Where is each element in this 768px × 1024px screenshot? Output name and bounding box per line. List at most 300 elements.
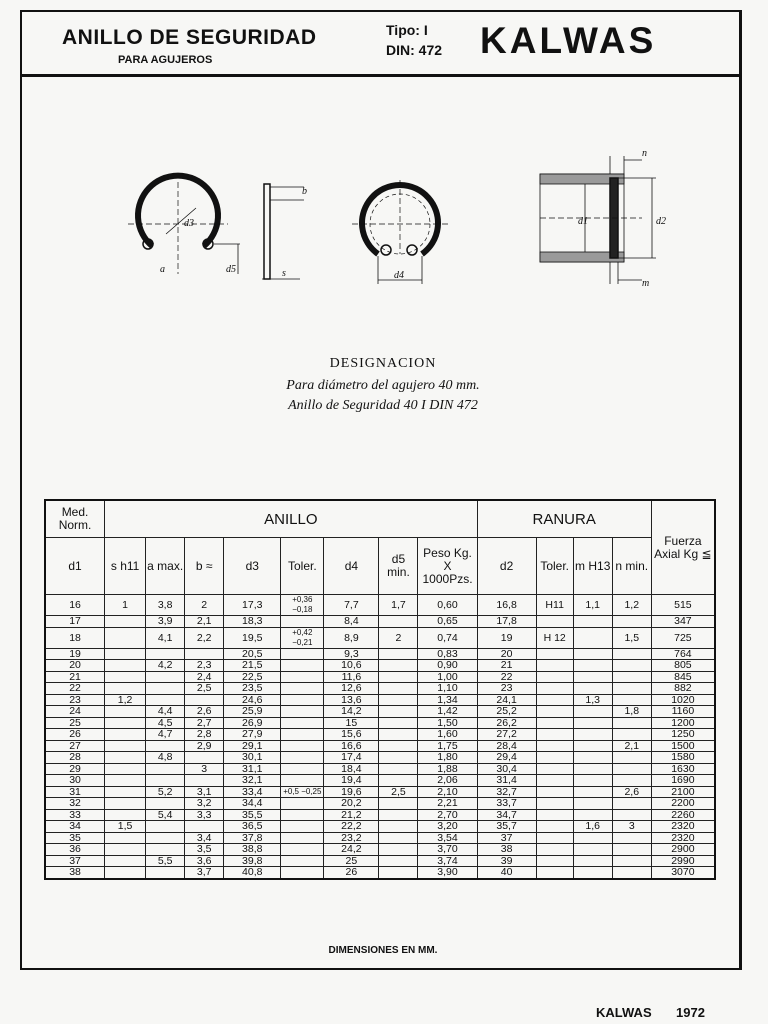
cell-m [573,832,612,844]
cell-s [105,844,146,856]
table-row [45,660,715,672]
group-ranura: RANURA [477,500,651,538]
table-row [45,752,715,764]
cell-d4: 26 [324,867,379,879]
designation-line-1: Para diámetro del agujero 40 mm. [286,378,480,393]
cell-s: 1,2 [105,694,146,706]
cell-m [573,706,612,718]
cell-n: 2,6 [612,786,651,798]
technical-drawing [122,134,692,304]
cell-d1: 16 [45,595,105,616]
cell-a [146,844,185,856]
cell-a [146,832,185,844]
cell-tol [281,752,324,764]
cell-peso: 1,75 [418,740,477,752]
cell-peso: 1,88 [418,763,477,775]
cell-b: 2,8 [185,729,224,741]
cell-m [573,660,612,672]
col-toler-2: Toler. [536,538,573,595]
cell-f: 845 [651,671,715,683]
cell-tol [281,855,324,867]
cell-m: 1,6 [573,821,612,833]
cell-d3: 21,5 [224,660,281,672]
designation-line-2: Anillo de Seguridad 40 I DIN 472 [288,398,478,413]
col-d3: d3 [224,538,281,595]
cell-f: 882 [651,683,715,695]
cell-n: 1,8 [612,706,651,718]
cell-tol2 [536,706,573,718]
cell-tol [281,809,324,821]
cell-d5 [379,855,418,867]
cell-tol [281,671,324,683]
cell-f: 2200 [651,798,715,810]
cell-n [612,832,651,844]
cell-d3: 24,6 [224,694,281,706]
cell-n [612,763,651,775]
cell-m: 1,3 [573,694,612,706]
cell-d1: 18 [45,627,105,648]
cell-a [146,798,185,810]
cell-s [105,717,146,729]
cell-d3: 34,4 [224,798,281,810]
cell-tol: +0,5 −0,25 [281,786,324,798]
cell-f: 1630 [651,763,715,775]
label-n: n [642,148,647,159]
cell-tol2: H11 [536,595,573,616]
cell-m [573,648,612,660]
cell-m [573,683,612,695]
cell-d3: 29,1 [224,740,281,752]
cell-d4: 19,4 [324,775,379,787]
cell-d3: 39,8 [224,855,281,867]
cell-a [146,648,185,660]
cell-peso: 3,20 [418,821,477,833]
table-row [45,821,715,833]
table-row [45,595,715,616]
cell-n [612,616,651,628]
table-row [45,648,715,660]
cell-f: 1690 [651,775,715,787]
cell-tol2 [536,775,573,787]
cell-tol2 [536,671,573,683]
cell-a [146,867,185,879]
cell-d2: 27,2 [477,729,536,741]
cell-d2: 20 [477,648,536,660]
cell-tol2 [536,786,573,798]
cell-d5 [379,671,418,683]
cell-b [185,694,224,706]
col-d2: d2 [477,538,536,595]
cell-a: 4,8 [146,752,185,764]
cell-d4: 18,4 [324,763,379,775]
cell-a [146,821,185,833]
cell-m: 1,1 [573,595,612,616]
cell-m [573,867,612,879]
cell-d1: 35 [45,832,105,844]
cell-tol [281,616,324,628]
cell-m [573,798,612,810]
cell-peso: 0,65 [418,616,477,628]
cell-peso: 1,80 [418,752,477,764]
cell-a [146,683,185,695]
cell-d4: 23,2 [324,832,379,844]
cell-s: 1,5 [105,821,146,833]
cell-tol [281,706,324,718]
cell-peso: 0,83 [418,648,477,660]
label-b: b [302,186,307,197]
cell-d5 [379,729,418,741]
cell-n [612,694,651,706]
col-n: n min. [612,538,651,595]
cell-peso: 1,10 [418,683,477,695]
table-row [45,671,715,683]
col-d1: d1 [45,538,105,595]
cell-d3: 25,9 [224,706,281,718]
cell-f: 1500 [651,740,715,752]
cell-b: 3,7 [185,867,224,879]
cell-f: 2990 [651,855,715,867]
cell-f: 1160 [651,706,715,718]
cell-f: 2320 [651,821,715,833]
cell-peso: 3,90 [418,867,477,879]
col-med-norm: Med. Norm. [45,500,105,538]
cell-s [105,648,146,660]
cell-d1: 30 [45,775,105,787]
cell-d4: 15 [324,717,379,729]
cell-d5 [379,844,418,856]
cell-tol2 [536,740,573,752]
label-m: m [642,278,650,289]
cell-s [105,867,146,879]
cell-d3: 17,3 [224,595,281,616]
cell-s [105,660,146,672]
col-s: s h11 [105,538,146,595]
cell-tol: +0,36 −0,18 [281,595,324,616]
cell-a: 5,2 [146,786,185,798]
cell-tol2 [536,729,573,741]
cell-d4: 22,2 [324,821,379,833]
cell-f: 2100 [651,786,715,798]
cell-d2: 32,7 [477,786,536,798]
cell-f: 2260 [651,809,715,821]
cell-d4: 17,4 [324,752,379,764]
cell-d2: 23 [477,683,536,695]
cell-tol [281,775,324,787]
cell-d2: 28,4 [477,740,536,752]
sheet-title: ANILLO DE SEGURIDAD [62,26,317,49]
cell-b: 2,4 [185,671,224,683]
cell-n [612,717,651,729]
cell-d3: 26,9 [224,717,281,729]
cell-peso: 2,06 [418,775,477,787]
cell-tol [281,729,324,741]
cell-b: 2,2 [185,627,224,648]
col-a: a max. [146,538,185,595]
cell-s [105,798,146,810]
cell-b: 3 [185,763,224,775]
cell-m [573,809,612,821]
col-d5: d5 min. [379,538,418,595]
cell-peso: 2,10 [418,786,477,798]
cell-d1: 37 [45,855,105,867]
cell-d1: 25 [45,717,105,729]
cell-tol [281,844,324,856]
table-row [45,798,715,810]
cell-a: 4,2 [146,660,185,672]
cell-d1: 28 [45,752,105,764]
cell-a [146,694,185,706]
cell-d5 [379,832,418,844]
cell-a: 3,9 [146,616,185,628]
cell-m [573,729,612,741]
cell-d3: 32,1 [224,775,281,787]
cell-d2: 26,2 [477,717,536,729]
cell-s [105,706,146,718]
cell-b [185,648,224,660]
cell-tol2 [536,694,573,706]
cell-b: 3,2 [185,798,224,810]
cell-d3: 20,5 [224,648,281,660]
cell-b: 2,3 [185,660,224,672]
cell-d4: 9,3 [324,648,379,660]
cell-d4: 10,6 [324,660,379,672]
cell-tol2 [536,821,573,833]
cell-n [612,867,651,879]
table-row [45,763,715,775]
cell-d1: 19 [45,648,105,660]
cell-n: 1,2 [612,595,651,616]
cell-d2: 31,4 [477,775,536,787]
table-row [45,809,715,821]
cell-tol [281,683,324,695]
cell-s: 1 [105,595,146,616]
table-row [45,775,715,787]
datasheet-frame [20,10,742,970]
cell-tol2: H 12 [536,627,573,648]
cell-a: 5,5 [146,855,185,867]
label-d5: d5 [226,264,236,275]
cell-d5 [379,694,418,706]
cell-m [573,671,612,683]
table-row [45,740,715,752]
cell-m [573,717,612,729]
cell-m [573,855,612,867]
cell-d2: 39 [477,855,536,867]
cell-s [105,627,146,648]
cell-n [612,683,651,695]
cell-d2: 29,4 [477,752,536,764]
cell-b: 2,1 [185,616,224,628]
cell-d3: 19,5 [224,627,281,648]
cell-d2: 24,1 [477,694,536,706]
cell-a: 3,8 [146,595,185,616]
cell-a: 4,4 [146,706,185,718]
cell-d1: 38 [45,867,105,879]
label-d3: d3 [184,218,194,229]
cell-tol2 [536,763,573,775]
cell-m [573,775,612,787]
cell-d3: 37,8 [224,832,281,844]
cell-a: 4,1 [146,627,185,648]
cell-d3: 30,1 [224,752,281,764]
cell-m [573,627,612,648]
cell-s [105,671,146,683]
cell-d2: 34,7 [477,809,536,821]
cell-tol2 [536,844,573,856]
col-fuerza-axial: Fuerza Axial Kg ≦ [651,500,715,595]
cell-d5 [379,683,418,695]
cell-d1: 21 [45,671,105,683]
cell-tol [281,798,324,810]
cell-f: 2900 [651,844,715,856]
cell-d4: 24,2 [324,844,379,856]
cell-b: 3,4 [185,832,224,844]
cell-peso: 1,42 [418,706,477,718]
cell-a: 4,7 [146,729,185,741]
col-toler: Toler. [281,538,324,595]
cell-s [105,809,146,821]
cell-tol2 [536,660,573,672]
dimensions-table [44,499,716,880]
cell-d5 [379,752,418,764]
cell-d3: 22,5 [224,671,281,683]
cell-m [573,752,612,764]
cell-d1: 24 [45,706,105,718]
cell-d4: 14,2 [324,706,379,718]
cell-f: 2320 [651,832,715,844]
cell-d2: 21 [477,660,536,672]
cell-d5 [379,867,418,879]
cell-d4: 8,4 [324,616,379,628]
cell-d1: 29 [45,763,105,775]
cell-d2: 16,8 [477,595,536,616]
cell-d1: 33 [45,809,105,821]
cell-d5 [379,821,418,833]
cell-d1: 23 [45,694,105,706]
cell-d2: 33,7 [477,798,536,810]
cell-b: 3,6 [185,855,224,867]
cell-f: 764 [651,648,715,660]
cell-m [573,616,612,628]
cell-f: 1250 [651,729,715,741]
cell-tol [281,694,324,706]
cell-d1: 17 [45,616,105,628]
cell-d2: 22 [477,671,536,683]
tipo-label: Tipo: I [386,22,428,38]
cell-tol2 [536,752,573,764]
cell-peso: 2,70 [418,809,477,821]
cell-d3: 33,4 [224,786,281,798]
cell-peso: 3,54 [418,832,477,844]
cell-n [612,809,651,821]
col-b: b ≈ [185,538,224,595]
cell-tol2 [536,616,573,628]
cell-peso: 2,21 [418,798,477,810]
cell-s [105,786,146,798]
cell-s [105,740,146,752]
cell-b: 3,3 [185,809,224,821]
cell-s [105,763,146,775]
cell-tol [281,740,324,752]
cell-b [185,821,224,833]
cell-n [612,775,651,787]
cell-d3: 36,5 [224,821,281,833]
cell-f: 1020 [651,694,715,706]
units-note: DIMENSIONES EN MM. [328,945,438,956]
cell-d1: 36 [45,844,105,856]
cell-n [612,648,651,660]
cell-n [612,671,651,683]
cell-b [185,752,224,764]
cell-f: 1580 [651,752,715,764]
cell-b: 2,9 [185,740,224,752]
cell-d3: 27,9 [224,729,281,741]
cell-tol2 [536,867,573,879]
cell-peso: 0,90 [418,660,477,672]
cell-tol2 [536,648,573,660]
cell-d5 [379,763,418,775]
din-label: DIN: 472 [386,42,443,58]
cell-d4: 15,6 [324,729,379,741]
cell-n [612,729,651,741]
cell-m [573,740,612,752]
cell-n [612,798,651,810]
cell-a: 4,5 [146,717,185,729]
table-row [45,706,715,718]
cell-peso: 1,00 [418,671,477,683]
cell-d4: 21,2 [324,809,379,821]
cell-d2: 19 [477,627,536,648]
cell-a [146,671,185,683]
cell-d5 [379,798,418,810]
cell-d3: 18,3 [224,616,281,628]
footer-year: 1972 [676,1005,705,1020]
cell-d1: 31 [45,786,105,798]
cell-n [612,855,651,867]
cell-d3: 35,5 [224,809,281,821]
cell-d4: 25 [324,855,379,867]
cell-f: 805 [651,660,715,672]
cell-b: 2,5 [185,683,224,695]
cell-n [612,844,651,856]
cell-b: 2,7 [185,717,224,729]
cell-s [105,616,146,628]
cell-d2: 35,7 [477,821,536,833]
cell-d4: 20,2 [324,798,379,810]
cell-d5: 2 [379,627,418,648]
cell-peso: 1,50 [418,717,477,729]
cell-d5 [379,706,418,718]
cell-d2: 30,4 [477,763,536,775]
cell-m [573,763,612,775]
cell-s [105,855,146,867]
cell-s [105,775,146,787]
cell-m [573,844,612,856]
cell-d3: 31,1 [224,763,281,775]
cell-a [146,763,185,775]
cell-d1: 27 [45,740,105,752]
cell-b: 3,5 [185,844,224,856]
cell-d4: 8,9 [324,627,379,648]
cell-tol [281,821,324,833]
cell-tol: +0,42 −0,21 [281,627,324,648]
cell-tol [281,867,324,879]
cell-peso: 1,60 [418,729,477,741]
cell-tol [281,648,324,660]
cell-m [573,786,612,798]
cell-d5 [379,717,418,729]
cell-a: 5,4 [146,809,185,821]
